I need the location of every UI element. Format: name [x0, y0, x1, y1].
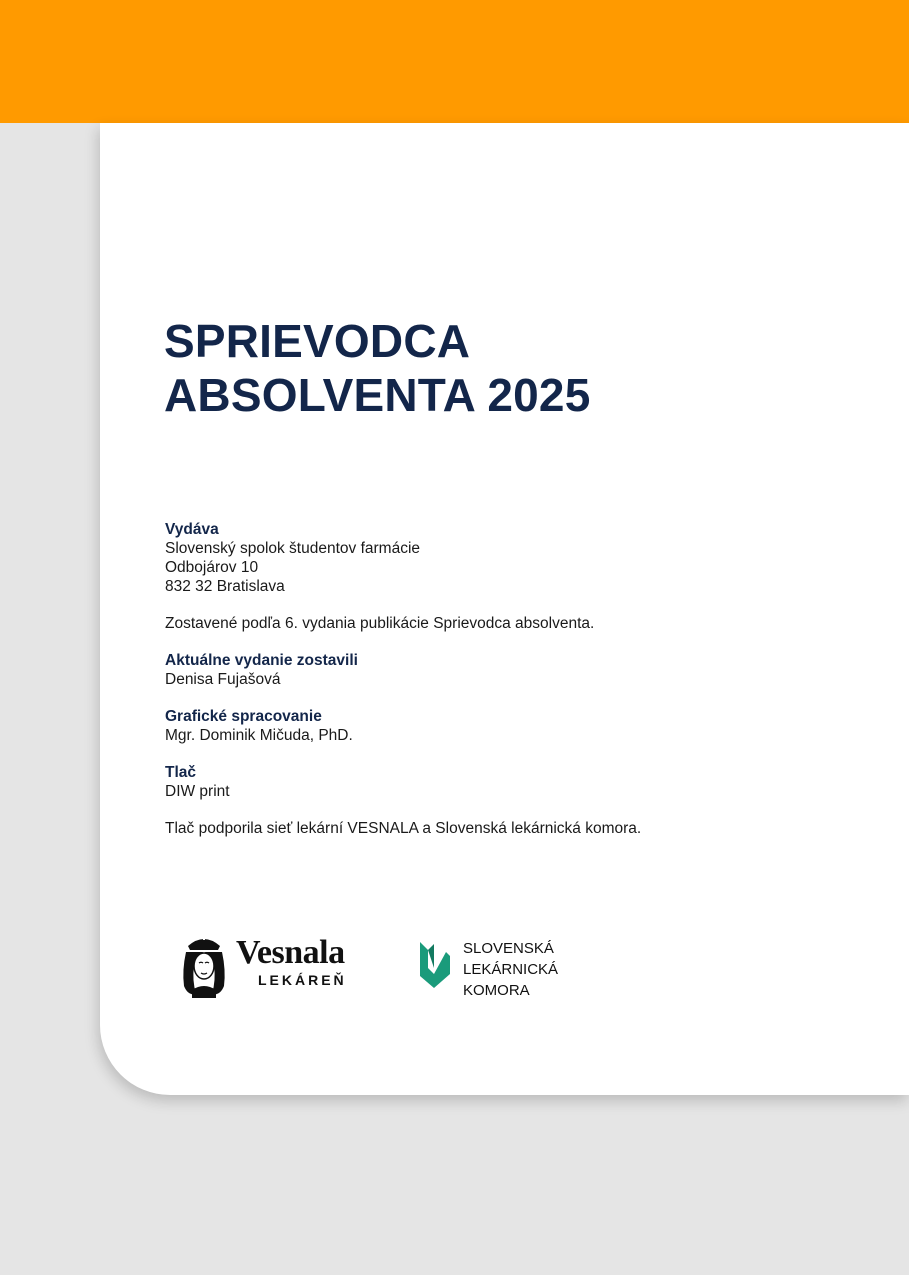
credits-section [165, 520, 785, 856]
logos-row [178, 928, 598, 998]
graphics-name: Mgr. Dominik Mičuda, PhD. [165, 727, 353, 744]
slk-logo [418, 938, 598, 998]
print-block [165, 763, 785, 801]
slk-wordmark [463, 938, 558, 1001]
vesnala-nurse-icon [178, 930, 230, 998]
compiled-note-block [165, 614, 785, 633]
compiled-note: Zostavené podľa 6. vydania publikácie Sprievodca absolventa. [165, 615, 595, 632]
slk-leaf-icon [418, 938, 452, 990]
publisher-label: Vydáva [165, 521, 219, 538]
support-note-block [165, 819, 785, 838]
publisher-name: Slovenský spolok študentov farmácie [165, 540, 421, 557]
editors-label: Aktuálne vydanie zostavili [165, 652, 358, 669]
slk-line-2: LEKÁRNICKÁ [463, 961, 559, 978]
slk-line-1: SLOVENSKÁ [463, 940, 554, 957]
publisher-street: Odbojárov 10 [165, 559, 259, 576]
support-note: Tlač podporila sieť lekární VESNALA a Slovenská lekárnická komora. [165, 820, 642, 837]
vesnala-wordmark: Vesnala [236, 934, 345, 971]
title-line-2: ABSOLVENTA 2025 [164, 369, 591, 421]
vesnala-logo [178, 928, 363, 998]
title-line-1: SPRIEVODCA [164, 315, 471, 367]
publisher-city: 832 32 Bratislava [165, 578, 285, 595]
vesnala-subtitle: LEKÁREŇ [258, 972, 347, 988]
top-orange-band [0, 0, 909, 123]
print-name: DIW print [165, 783, 230, 800]
editors-name: Denisa Fujašová [165, 671, 281, 688]
page-title [164, 314, 590, 422]
editors-block [165, 651, 785, 689]
slk-line-3: KOMORA [463, 982, 530, 999]
graphics-label: Grafické spracovanie [165, 708, 322, 725]
publisher-block [165, 520, 785, 596]
print-label: Tlač [165, 764, 197, 781]
graphics-block [165, 707, 785, 745]
